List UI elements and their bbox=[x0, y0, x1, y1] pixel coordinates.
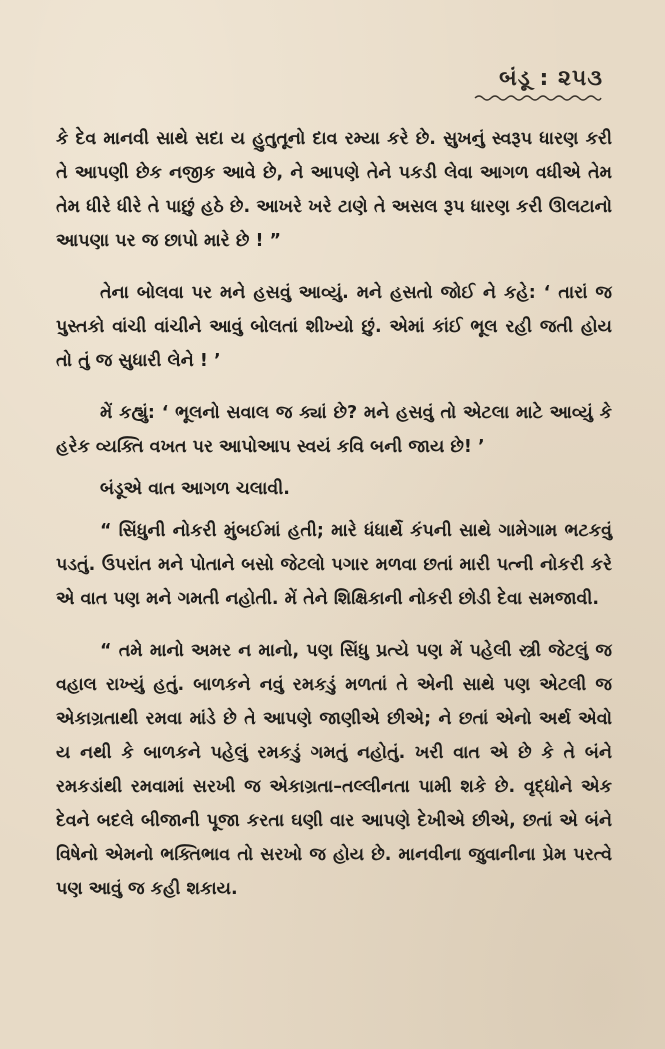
page-header bbox=[473, 66, 603, 103]
paragraph-2: તેના બોલવા પર મને હસવું આવ્યું. મને હસતો જોઈ ને કહે: ‘ તારાં જ પુસ્તકો વાંચી વાંચીને આવું બોલતાં શીખ્યો છું. એમાં કાંઈ ભૂલ રહી જતી હોય તો તું જ સુધારી લેને ! ’ bbox=[56, 283, 612, 371]
wavy-underline-ornament bbox=[473, 93, 603, 103]
paragraph-3: મેં કહ્યું: ‘ ભૂલનો સવાલ જ ક્યાં છે? મને હસવું તો એટલા માટે આવ્યું કે હરેક વ્યક્તિ વખત પર આપોઆપ સ્વયં કવિ બની જાય છે! ’ bbox=[56, 403, 612, 457]
paragraph-1: કે દેવ માનવી સાથે સદા ય હુતુતૂનો દાવ રમ્યા કરે છે. સુખનું સ્વરૂપ ધારણ કરી તે આપણી છેક નજીક આવે છે, ને આપણે તેને પકડી લેવા આગળ વધીએ તેમ તેમ ધીરે ધીરે તે પાછું હઠે છે. આખરે ખરે ટાણે તે અસલ રૂપ ધારણ કરી ઊલટાનો આપણા પર જ છાપો મારે છે ! ” bbox=[56, 129, 612, 251]
body-text bbox=[56, 122, 612, 924]
paragraph-5: “ સિંધુની નોકરી મુંબઈમાં હતી; મારે ધંધાર્થે કંપની સાથે ગામેગામ ભટકવું પડતું. ઉપરાંત મને પોતાને બસો જેટલો પગાર મળવા છતાં મારી પત્ની નોકરી કરે એ વાત પણ મને ગમતી નહોતી. મેં તેને શિક્ષિકાની નોકરી છોડી દેવા સમજાવી. bbox=[56, 521, 612, 609]
paragraph-6: “ તમે માનો અમર ન માનો, પણ સિંધુ પ્રત્યે પણ મેં પહેલી સ્ત્રી જેટલું જ વહાલ રાખ્યું હતું. બાળકને નવું રમકડું મળતાં તે એની સાથે પણ એટલી જ એકાગ્રતાથી રમવા માંડે છે તે આપણે જાણીએ છીએ; ને છતાં એનો અર્થ એવો ય નથી કે બાળકને પહેલું રમકડું ગમતું નહોતું. ખરી વાત એ છે કે તે બંને રમકડાંથી રમવામાં સરખી જ એકાગ્રતા–તલ્લીનતા પામી શકે છે. વૃદ્ધોને એક દેવને બદલે બીજાની પૂજા કરતા ઘણી વાર આપણે દેખીએ છીએ, છતાં એ બંને વિષેનો એમનો ભક્તિભાવ તો સરખો જ હોય છે. માનવીના જુવાનીના પ્રેમ પરત્વે પણ આવું જ કહી શકાય. bbox=[56, 641, 612, 899]
paragraph-4: બંડૂએ વાત આગળ ચલાવી. bbox=[100, 479, 290, 499]
running-head: બંડૂ : ૨૫૩ bbox=[499, 66, 603, 91]
